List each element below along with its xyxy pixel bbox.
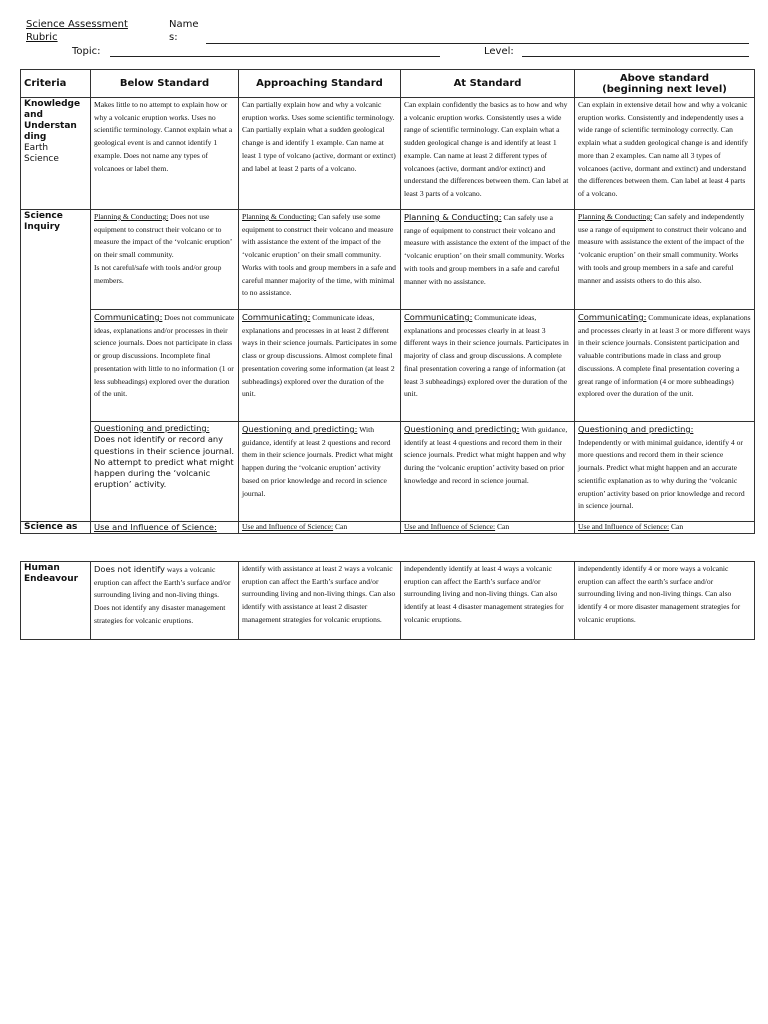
use-influence-above-tail: Can	[669, 522, 684, 531]
rubric-table-continued	[20, 561, 755, 640]
knowledge-approaching: Can partially explain how and why a volcanic eruption works. Uses some scientific terminology. Can partially explain what a sudden geological change is and identify 1 example. Can name at least 1 type of volcano (active, dormant or extinct) and label at least 2 parts of a volcano.	[239, 98, 401, 210]
col-above-standard	[575, 70, 755, 98]
science-as-label	[21, 522, 91, 534]
col-above-line-1: Above standard	[619, 72, 710, 84]
knowledge-below: Makes little to no attempt to explain how or why a volcanic eruption works. Uses no scientific terminology. Cannot explain what a geological event is and cannot identify 1 example. Does not name any types of volcanoes or label them.	[91, 98, 239, 210]
questioning-label: Questioning and predicting:	[94, 423, 210, 433]
knowledge-label-4: ding	[24, 132, 47, 142]
planning-label: Planning & Conducting:	[578, 212, 653, 221]
endeavour-below-lead: Does not identify	[94, 564, 165, 574]
col-approaching-standard: Approaching Standard	[239, 70, 401, 98]
col-below-standard: Below Standard	[91, 70, 239, 98]
communicating-approaching	[239, 310, 401, 422]
communicating-label: Communicating:	[404, 312, 473, 322]
names-line-2: s:	[169, 32, 178, 43]
planning-label: Planning & Conducting:	[242, 212, 317, 221]
endeavour-below	[91, 562, 239, 640]
knowledge-at: Can explain confidently the basics as to how and why a volcanic eruption works. Consistently uses a wide range of scientific terminology. Can explain what a sudden geological change is and identify at least 1 example. Can name at least 2 different types of volcanoes (active, dormant and/or extinct) and understand the differences between them. Can label at least 3 parts of a volcano.	[401, 98, 575, 210]
names-line-1: Name	[169, 19, 199, 30]
topic-field[interactable]	[110, 56, 440, 57]
knowledge-sub-2: Science	[24, 154, 59, 164]
planning-approaching	[239, 210, 401, 310]
questioning-label: Questioning and predicting:	[578, 424, 694, 434]
knowledge-label-1: Knowledge	[24, 99, 81, 109]
use-influence-at	[401, 522, 575, 534]
questioning-below	[91, 422, 239, 522]
questioning-label: Questioning and predicting:	[404, 424, 520, 434]
use-influence-label: Use and Influence of Science:	[578, 522, 670, 531]
knowledge-above: Can explain in extensive detail how and why a volcanic eruption works. Consistently and independently uses a wide range of scientific terminology correctly. Can explain what a sudden geological change is and identify more than 2 examples. Can name all 3 types of volcanoes (active, dormant and extinct) and understand the differences between them. Can label at least 4 parts of a volcano.	[575, 98, 755, 210]
endeavour-label-2: Endeavour	[24, 574, 79, 584]
planning-at	[401, 210, 575, 310]
planning-below	[91, 210, 239, 310]
endeavour-above: independently identify 4 or more ways a volcanic eruption can affect the earth’s surface and/or surrounding living and non-living things. Can also identify 4 or more disaster management strategies for volcanic eruptions.	[575, 562, 755, 640]
header-row	[21, 70, 755, 98]
names-label	[169, 18, 209, 44]
communicating-label: Communicating:	[578, 312, 647, 322]
use-influence-above	[575, 522, 755, 534]
knowledge-row	[21, 98, 755, 210]
communicating-above	[575, 310, 755, 422]
planning-above	[575, 210, 755, 310]
inquiry-communicating-row	[21, 310, 755, 422]
questioning-above-text: Independently or with minimal guidance, identify 4 or more questions and record them in their science journals. Predict what might happen and an accurate scientific explanation as to why during the ‘volcanic eruption’ activity based on prior knowledge and record in science journal.	[578, 437, 745, 511]
inquiry-questioning-row	[21, 422, 755, 522]
communicating-below	[91, 310, 239, 422]
names-field[interactable]	[206, 43, 749, 44]
communicating-approaching-text: Communicate ideas, explanations and processes in at least 2 different ways in their science journals. Participates in some class or group discussions. Almost complete final presentation covering some information (at least 2 subheadings) explored over the duration of the unit.	[242, 313, 397, 399]
col-criteria: Criteria	[21, 70, 91, 98]
level-field[interactable]	[522, 56, 749, 57]
questioning-at-text: With guidance, identify at least 4 questions and record them in their science journals. Predict what might happen and why during the ‘volcanic eruption’ activity based on prior knowledge and record in science journal.	[404, 425, 568, 485]
planning-at-text: Can safely use a range of equipment to construct their volcano and measure with assistance the extent of the impact of the ‘volcanic eruption’ on their small community. Works with tools and group members in a safe and careful manner with no assistance.	[404, 213, 570, 286]
inquiry-label-2: Inquiry	[24, 222, 60, 232]
knowledge-label-3: Understan	[24, 121, 77, 131]
planning-below-text: Does not use equipment to construct their volcano or to measure the impact of the ‘volcanic eruption’ on their small community.	[94, 212, 232, 260]
level-label: Level:	[484, 46, 514, 57]
use-influence-label: Use and Influence of Science:	[94, 522, 217, 532]
knowledge-sub-1: Earth	[24, 143, 49, 153]
endeavour-label-1: Human	[24, 563, 60, 573]
questioning-label: Questioning and predicting:	[242, 424, 358, 434]
communicating-at-text: Communicate ideas, explanations and processes clearly in at least 3 different ways in their science journals. Participates in majority of class and group discussions. A complete final presentation covering a range of information (at least 3 subheadings) explored over the duration of the unit.	[404, 313, 569, 399]
title-line-2: Rubric	[26, 32, 58, 43]
communicating-label: Communicating:	[94, 312, 163, 322]
col-at-standard: At Standard	[401, 70, 575, 98]
endeavour-row	[21, 562, 755, 640]
endeavour-at: independently identify at least 4 ways a volcanic eruption can affect the Earth’s surface and/or surrounding living and non-living things. Can also identify at least 4 disaster management strategies for volcanic eruptions.	[401, 562, 575, 640]
use-influence-label: Use and Influence of Science:	[242, 522, 334, 531]
endeavour-below-text: ways a volcanic eruption can affect the Earth’s surface and/or surrounding living and non-living things. Does not identify any disaster management strategies for volcanic eruptions.	[94, 565, 231, 625]
planning-label: Planning & Conducting:	[94, 212, 169, 221]
planning-approaching-text: Can safely use some equipment to construct their volcano and measure with assistance the extent of the impact of the ‘volcanic eruption’ on their small community. Works with tools and group members in a safe and careful manner majority of the time, with minimal to no assistance.	[242, 212, 396, 298]
questioning-above	[575, 422, 755, 522]
planning-label: Planning & Conducting:	[404, 212, 502, 222]
rubric-table	[20, 69, 755, 534]
science-as-text: Science as	[24, 522, 78, 532]
planning-above-text: Can safely and independently use a range of equipment to construct their volcano and measure with assistance the extent of the impact of the ‘volcanic eruption’ on their small community. Works with tools and group members in a safe and careful manner and assists others to do this also.	[578, 212, 747, 285]
communicating-label: Communicating:	[242, 312, 311, 322]
inquiry-label-1: Science	[24, 211, 63, 221]
questioning-below-text: Does not identify or record any questions in their science journal. No attempt to predict what might happen during the ‘volcanic eruption’ activity.	[94, 434, 235, 490]
knowledge-criteria	[21, 98, 91, 210]
endeavour-top-row	[21, 522, 755, 534]
human-endeavour-criteria	[21, 562, 91, 640]
use-influence-approaching	[239, 522, 401, 534]
planning-below-extra: Is not careful/safe with tools and/or group members.	[94, 262, 222, 285]
endeavour-approaching: identify with assistance at least 2 ways a volcanic eruption can affect the Earth’s surface and/or surrounding living and non-living things. Can also identify with assistance at least 2 disaster management strategies for volcanic eruptions.	[239, 562, 401, 640]
col-above-line-2: (beginning next level)	[602, 83, 727, 95]
questioning-approaching-text: With guidance, identify at least 2 questions and record them in their science journals. Predict what might happen during the ‘volcanic eruption’ activity based on prior knowledge and record in science journal.	[242, 425, 393, 498]
inquiry-criteria	[21, 210, 91, 522]
topic-label: Topic:	[72, 46, 101, 57]
use-influence-label: Use and Influence of Science:	[404, 522, 496, 531]
rubric-title	[26, 18, 166, 44]
title-line-1: Science Assessment	[26, 19, 128, 30]
questioning-at	[401, 422, 575, 522]
questioning-approaching	[239, 422, 401, 522]
use-influence-at-tail: Can	[495, 522, 510, 531]
communicating-above-text: Communicate ideas, explanations and processes clearly in at least 3 or more different ways in their science journals. Consistent participation and valuable contributions made in class and group discussions. A complete final presentation covering a great range of information (4 or more subheadings) explored over the duration of the unit.	[578, 313, 751, 399]
inquiry-planning-row	[21, 210, 755, 310]
communicating-below-text: Does not communicate ideas, explanations and/or processes in their science journals. Does not participate in class or group discussions. Incomplete final presentation with little to no information (1 or less subheadings) explored over the duration of the unit.	[94, 313, 235, 399]
communicating-at	[401, 310, 575, 422]
use-influence-below	[91, 522, 239, 534]
knowledge-label-2: and	[24, 110, 43, 120]
use-influence-approaching-tail: Can	[333, 522, 348, 531]
